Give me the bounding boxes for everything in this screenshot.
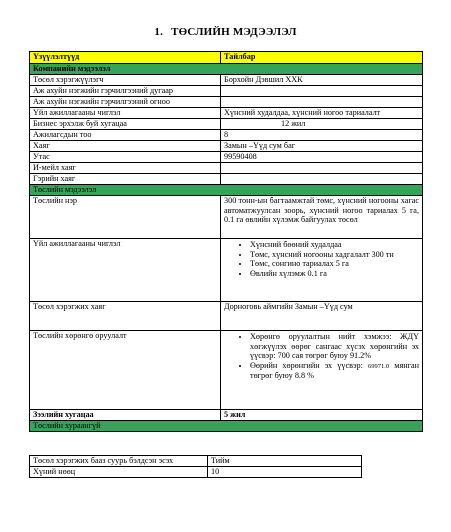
table-row: [30, 119, 423, 130]
table-row: [30, 467, 362, 478]
project-name-value: 300 тонн-ын багтаамжтай төмс, хүнсний ногооны хагас автоматжуулсан зоорь, хүнсний ногоо тариалах 5 га, 0.1 га өвлийн хүлэмж байгуулах төсөл: [221, 196, 423, 239]
row-value: Хүнсний худалдаа, хүнсний ногоо тариалалт: [221, 108, 423, 119]
table-row: [30, 75, 423, 86]
row-label: Үйл ажиллагааны чиглэл: [30, 239, 221, 302]
document-title: [0, 26, 451, 38]
section-row-project: [30, 185, 423, 196]
row-label: Хүний нөөц: [30, 467, 208, 478]
table-header-row: [30, 52, 423, 64]
section-row-company: [30, 64, 423, 75]
row-value: 12 жил: [221, 119, 423, 130]
title-number: 1.: [154, 26, 164, 38]
row-label: Зээлийн хугацаа: [30, 410, 221, 421]
table-row: [30, 456, 362, 467]
table-row: [30, 196, 423, 239]
section-company-label: Компанийн мэдээлэл: [30, 64, 423, 75]
financing-own-unit: мянган төгрөг буюу 8.8 %: [250, 361, 419, 380]
list-item: • Өвлийн хүлэмж 0.1 га: [250, 269, 419, 279]
activity-list: [224, 240, 419, 279]
table-row: [30, 410, 423, 421]
section-summary-label: Төслийн хураангүй: [30, 421, 423, 432]
row-label: Утас: [30, 152, 221, 163]
row-value: 99590408: [221, 152, 423, 163]
table-row: [30, 163, 423, 174]
summary-table: [29, 455, 362, 478]
row-value: [221, 97, 423, 108]
table-row: [30, 174, 423, 185]
row-label: Үйл ажиллагааны чиглэл: [30, 108, 221, 119]
table-row: [30, 239, 423, 302]
header-indicators: Үзүүлэлтүүд: [30, 52, 221, 64]
financing-own-label: Өөрийн хөрөнгийн эх үүсвэр:: [250, 361, 368, 371]
row-label: Төсөл хэрэгжих хаяг: [30, 302, 221, 331]
header-description: Тайлбар: [221, 52, 423, 64]
row-value: 10: [208, 467, 362, 478]
row-label: Аж ахуйн нэгжийн гэрчилгээний огноо: [30, 97, 221, 108]
table-row: [30, 97, 423, 108]
row-value: 5 жил: [221, 410, 423, 421]
project-info-table: [29, 51, 423, 432]
list-item: • Хөрөнгө оруулалтын нийт хэмжээ: ЖДҮ хөгжүүлэх өөрөг сангаас хүсэх хөрөнгийн эх үүсвэр: 700 сая төгрөг буюу 91.2%: [250, 332, 419, 361]
title-text: ТӨСЛИЙН МЭДЭЭЛЭЛ: [171, 26, 297, 38]
list-item: • Төмс, сонгино тариалах 5 га: [250, 259, 419, 269]
row-value: [221, 86, 423, 97]
row-label: И-мейл хаяг: [30, 163, 221, 174]
project-financing-value: [221, 331, 423, 410]
row-value: Борхойн Дэвшил ХХК: [221, 75, 423, 86]
row-value: [221, 163, 423, 174]
row-label: Төсөл хэрэгжих бааз суурь бэлдсэн эсэх: [30, 456, 208, 467]
row-label: Төсөл хэрэгжүүлэгч: [30, 75, 221, 86]
row-label: Төслийн хөрөнгө оруулалт: [30, 331, 221, 410]
row-value: Дорноговь аймгийн Замын –Үүд сум: [221, 302, 423, 331]
list-item: • Хүнсний бөөний худалдаа: [250, 240, 419, 250]
financing-list: [224, 332, 419, 380]
list-item: • Төмс, хүнсний ногооны хадгалалт 300 тн: [250, 250, 419, 260]
row-label: Хаяг: [30, 141, 221, 152]
row-label: Төслийн нэр: [30, 196, 221, 239]
row-value: 8: [221, 130, 423, 141]
section-row-summary: [30, 421, 423, 432]
row-value: Тийм: [208, 456, 362, 467]
row-value: Замын –Үүд сум баг: [221, 141, 423, 152]
project-activity-value: [221, 239, 423, 302]
row-label: Бизнес эрхэлж буй хугацаа: [30, 119, 221, 130]
row-value: [221, 174, 423, 185]
row-label: Гэрийн хаяг: [30, 174, 221, 185]
financing-own-amount: 69971.0: [368, 363, 390, 371]
section-project-label: Төслийн мэдээлэл: [30, 185, 423, 196]
table-row: [30, 141, 423, 152]
table-row: [30, 152, 423, 163]
table-row: [30, 108, 423, 119]
list-item: [250, 361, 419, 380]
table-row: [30, 331, 423, 410]
table-row: [30, 302, 423, 331]
row-label: Аж ахуйн нэгжийн гэрчилгээний дугаар: [30, 86, 221, 97]
table-row: [30, 86, 423, 97]
table-row: [30, 130, 423, 141]
row-label: Ажилагсдын тоо: [30, 130, 221, 141]
